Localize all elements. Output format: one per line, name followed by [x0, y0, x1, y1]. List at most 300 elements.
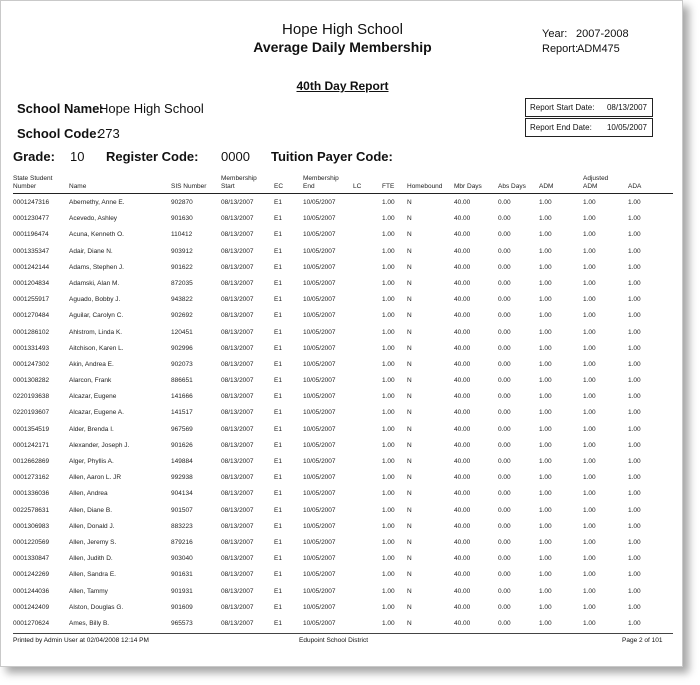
cell-mbr-days: 40.00	[454, 393, 471, 401]
cell-fte: 1.00	[382, 425, 395, 433]
cell-fte: 1.00	[382, 490, 395, 498]
cell-sis-number: 943822	[171, 296, 193, 304]
cell-state-student-number: 0001270484	[13, 312, 50, 320]
cell-entry-code: E1	[274, 458, 282, 465]
cell-membership-end: 10/05/2007	[303, 247, 336, 255]
cell-student-name: Allen, Tammy	[69, 587, 108, 595]
grade-label: Grade:	[13, 149, 55, 164]
cell-membership-end: 10/05/2007	[303, 506, 336, 514]
cell-fte: 1.00	[382, 393, 395, 401]
report-code-value: ADM475	[577, 43, 620, 55]
cell-membership-end: 10/05/2007	[303, 377, 336, 385]
cell-entry-code: E1	[274, 409, 282, 417]
cell-homebound: N	[407, 360, 412, 368]
cell-adm: 1.00	[539, 377, 552, 385]
cell-homebound: N	[407, 587, 412, 595]
cell-adjusted-adm: 1.00	[583, 522, 596, 530]
cell-sis-number: 902692	[171, 312, 193, 320]
table-row	[1, 471, 684, 487]
cell-fte: 1.00	[382, 279, 395, 287]
cell-mbr-days: 40.00	[454, 328, 471, 336]
cell-adjusted-adm: 1.00	[583, 474, 596, 482]
cell-membership-end: 10/05/2007	[303, 263, 336, 271]
cell-membership-start: 08/13/2007	[221, 344, 254, 352]
cell-ada: 1.00	[628, 215, 641, 223]
printed-by-text: Printed by Admin User at 02/04/2008 12:14 PM	[13, 637, 149, 644]
cell-homebound: N	[407, 522, 412, 530]
cell-adm: 1.00	[539, 571, 552, 579]
col-header-mbr-days: Mbr Days	[454, 183, 482, 190]
cell-student-name: Alston, Douglas G.	[69, 603, 124, 611]
cell-state-student-number: 0001336036	[13, 490, 50, 498]
cell-state-student-number: 0001354519	[13, 425, 50, 433]
cell-adjusted-adm: 1.00	[583, 328, 596, 336]
cell-state-student-number: 0001242269	[13, 571, 50, 579]
cell-membership-end: 10/05/2007	[303, 312, 336, 320]
cell-homebound: N	[407, 619, 412, 627]
cell-membership-start: 08/13/2007	[221, 603, 254, 611]
cell-membership-start: 08/13/2007	[221, 538, 254, 546]
cell-membership-start: 08/13/2007	[221, 522, 254, 530]
cell-adm: 1.00	[539, 360, 552, 368]
cell-state-student-number: 0012662869	[13, 458, 50, 465]
cell-entry-code: E1	[274, 247, 282, 255]
cell-adm: 1.00	[539, 506, 552, 514]
cell-entry-code: E1	[274, 474, 282, 482]
cell-student-name: Ahlstrom, Linda K.	[69, 328, 123, 336]
school-code-label: School Code:	[17, 126, 101, 141]
cell-entry-code: E1	[274, 538, 282, 546]
cell-adm: 1.00	[539, 296, 552, 304]
cell-abs-days: 0.00	[498, 360, 511, 368]
school-name-value: Hope High School	[99, 101, 204, 116]
cell-adm: 1.00	[539, 490, 552, 498]
cell-sis-number: 120451	[171, 328, 193, 336]
school-code-value: 273	[98, 126, 120, 141]
cell-adm: 1.00	[539, 328, 552, 336]
cell-abs-days: 0.00	[498, 490, 511, 498]
start-date-value: 08/13/2007	[606, 103, 647, 112]
table-row	[1, 196, 684, 212]
cell-entry-code: E1	[274, 312, 282, 320]
cell-adjusted-adm: 1.00	[583, 555, 596, 563]
cell-fte: 1.00	[382, 360, 395, 368]
cell-adjusted-adm: 1.00	[583, 344, 596, 352]
cell-mbr-days: 40.00	[454, 587, 471, 595]
cell-fte: 1.00	[382, 231, 395, 239]
cell-state-student-number: 0001196474	[13, 231, 49, 239]
cell-mbr-days: 40.00	[454, 312, 471, 320]
cell-entry-code: E1	[274, 490, 282, 498]
table-row	[1, 439, 684, 455]
cell-ada: 1.00	[628, 603, 641, 611]
table-row	[1, 536, 684, 552]
cell-abs-days: 0.00	[498, 247, 511, 255]
cell-fte: 1.00	[382, 312, 395, 320]
cell-adjusted-adm: 1.00	[583, 377, 596, 385]
cell-abs-days: 0.00	[498, 474, 511, 482]
cell-homebound: N	[407, 458, 412, 465]
cell-sis-number: 901507	[171, 506, 193, 514]
report-code-label: Report:	[542, 43, 579, 55]
cell-state-student-number: 0220193607	[13, 409, 50, 417]
cell-abs-days: 0.00	[498, 619, 511, 627]
table-row	[1, 520, 684, 536]
cell-sis-number: 967569	[171, 425, 193, 433]
col-header-lc: LC	[353, 183, 362, 190]
cell-student-name: Adair, Diane N.	[69, 247, 113, 255]
cell-mbr-days: 40.00	[454, 538, 471, 546]
cell-fte: 1.00	[382, 409, 395, 417]
table-row	[1, 406, 684, 422]
report-title: Average Daily Membership	[253, 39, 432, 55]
cell-mbr-days: 40.00	[454, 490, 471, 498]
col-header-membership-end: Membership End	[303, 175, 339, 190]
cell-adm: 1.00	[539, 263, 552, 271]
cell-entry-code: E1	[274, 377, 282, 385]
cell-state-student-number: 0001270624	[13, 619, 50, 627]
cell-sis-number: 904134	[171, 490, 193, 498]
cell-ada: 1.00	[628, 619, 641, 627]
cell-ada: 1.00	[628, 328, 641, 336]
cell-state-student-number: 0001335347	[13, 247, 50, 255]
cell-membership-end: 10/05/2007	[303, 490, 336, 498]
cell-mbr-days: 40.00	[454, 474, 471, 482]
cell-homebound: N	[407, 296, 412, 304]
cell-state-student-number: 0001331493	[13, 344, 50, 352]
cell-fte: 1.00	[382, 263, 395, 271]
cell-student-name: Allen, Aaron L. JR	[69, 474, 122, 482]
cell-entry-code: E1	[274, 344, 282, 352]
cell-abs-days: 0.00	[498, 393, 511, 401]
cell-fte: 1.00	[382, 215, 395, 223]
cell-mbr-days: 40.00	[454, 603, 471, 611]
cell-adm: 1.00	[539, 474, 552, 482]
cell-student-name: Allen, Donald J.	[69, 522, 115, 530]
cell-entry-code: E1	[274, 231, 282, 239]
cell-homebound: N	[407, 425, 412, 433]
cell-adjusted-adm: 1.00	[583, 263, 596, 271]
cell-ada: 1.00	[628, 474, 641, 482]
cell-membership-start: 08/13/2007	[221, 247, 254, 255]
cell-mbr-days: 40.00	[454, 360, 471, 368]
cell-fte: 1.00	[382, 555, 395, 563]
cell-homebound: N	[407, 247, 412, 255]
col-header-abs-days: Abs Days	[498, 183, 526, 190]
cell-membership-start: 08/13/2007	[221, 409, 254, 417]
table-row	[1, 374, 684, 390]
cell-sis-number: 903040	[171, 555, 193, 563]
cell-homebound: N	[407, 474, 412, 482]
cell-abs-days: 0.00	[498, 263, 511, 271]
cell-abs-days: 0.00	[498, 441, 511, 449]
cell-fte: 1.00	[382, 377, 395, 385]
table-row	[1, 617, 684, 633]
cell-membership-start: 08/13/2007	[221, 312, 254, 320]
cell-adjusted-adm: 1.00	[583, 538, 596, 546]
cell-adm: 1.00	[539, 538, 552, 546]
cell-sis-number: 110412	[171, 231, 193, 239]
table-row	[1, 601, 684, 617]
cell-fte: 1.00	[382, 344, 395, 352]
table-row	[1, 390, 684, 406]
cell-entry-code: E1	[274, 360, 282, 368]
cell-sis-number: 141666	[171, 393, 193, 401]
cell-entry-code: E1	[274, 441, 282, 449]
col-header-ada: ADA	[628, 183, 642, 190]
cell-mbr-days: 40.00	[454, 441, 471, 449]
cell-abs-days: 0.00	[498, 231, 511, 239]
cell-membership-end: 10/05/2007	[303, 555, 336, 563]
cell-membership-start: 08/13/2007	[221, 619, 254, 627]
cell-adm: 1.00	[539, 425, 552, 433]
cell-fte: 1.00	[382, 296, 395, 304]
cell-membership-end: 10/05/2007	[303, 571, 336, 579]
year-value: 2007-2008	[576, 28, 629, 40]
cell-homebound: N	[407, 409, 412, 417]
cell-membership-start: 08/13/2007	[221, 587, 254, 595]
cell-fte: 1.00	[382, 458, 395, 465]
cell-sis-number: 903912	[171, 247, 193, 255]
cell-mbr-days: 40.00	[454, 571, 471, 579]
start-date-box	[525, 98, 653, 117]
cell-membership-start: 08/13/2007	[221, 571, 254, 579]
cell-adm: 1.00	[539, 441, 552, 449]
cell-abs-days: 0.00	[498, 279, 511, 287]
cell-ada: 1.00	[628, 360, 641, 368]
cell-homebound: N	[407, 603, 412, 611]
cell-fte: 1.00	[382, 247, 395, 255]
cell-adjusted-adm: 1.00	[583, 587, 596, 595]
cell-student-name: Alger, Phyllis A.	[69, 458, 114, 465]
cell-student-name: Alcazar, Eugene A.	[69, 409, 124, 417]
cell-mbr-days: 40.00	[454, 279, 471, 287]
cell-fte: 1.00	[382, 571, 395, 579]
cell-student-name: Adams, Stephen J.	[69, 263, 124, 271]
cell-adjusted-adm: 1.00	[583, 247, 596, 255]
cell-mbr-days: 40.00	[454, 409, 471, 417]
cell-adjusted-adm: 1.00	[583, 360, 596, 368]
district-name: Edupoint School District	[299, 637, 369, 644]
cell-mbr-days: 40.00	[454, 231, 471, 239]
cell-fte: 1.00	[382, 587, 395, 595]
cell-state-student-number: 0001247302	[13, 360, 50, 368]
cell-membership-start: 08/13/2007	[221, 328, 254, 336]
cell-fte: 1.00	[382, 199, 395, 206]
cell-adm: 1.00	[539, 312, 552, 320]
cell-adm: 1.00	[539, 522, 552, 530]
start-date-label: Report Start Date:	[530, 103, 595, 112]
cell-fte: 1.00	[382, 522, 395, 530]
cell-entry-code: E1	[274, 603, 282, 611]
cell-homebound: N	[407, 344, 412, 352]
cell-abs-days: 0.00	[498, 506, 511, 514]
cell-membership-end: 10/05/2007	[303, 474, 336, 482]
cell-membership-start: 08/13/2007	[221, 360, 254, 368]
table-row	[1, 228, 684, 244]
cell-homebound: N	[407, 215, 412, 223]
cell-abs-days: 0.00	[498, 555, 511, 563]
cell-ada: 1.00	[628, 425, 641, 433]
day-report-heading: 40th Day Report	[296, 79, 389, 93]
cell-state-student-number: 0001255917	[13, 296, 50, 304]
end-date-label: Report End Date:	[530, 123, 592, 132]
cell-fte: 1.00	[382, 506, 395, 514]
cell-membership-end: 10/05/2007	[303, 603, 336, 611]
cell-mbr-days: 40.00	[454, 344, 471, 352]
cell-mbr-days: 40.00	[454, 199, 471, 206]
cell-abs-days: 0.00	[498, 587, 511, 595]
cell-homebound: N	[407, 263, 412, 271]
table-row	[1, 342, 684, 358]
cell-adm: 1.00	[539, 603, 552, 611]
cell-ada: 1.00	[628, 458, 641, 465]
table-row	[1, 261, 684, 277]
cell-sis-number: 141517	[171, 409, 193, 417]
cell-membership-start: 08/13/2007	[221, 263, 254, 271]
cell-adjusted-adm: 1.00	[583, 393, 596, 401]
cell-student-name: Abernethy, Anne E.	[69, 199, 125, 206]
cell-fte: 1.00	[382, 474, 395, 482]
cell-abs-days: 0.00	[498, 328, 511, 336]
cell-membership-end: 10/05/2007	[303, 279, 336, 287]
cell-sis-number: 901631	[171, 571, 193, 579]
cell-sis-number: 901622	[171, 263, 193, 271]
cell-adm: 1.00	[539, 231, 552, 239]
cell-adjusted-adm: 1.00	[583, 199, 596, 206]
cell-membership-end: 10/05/2007	[303, 522, 336, 530]
cell-membership-start: 08/13/2007	[221, 393, 254, 401]
cell-sis-number: 886651	[171, 377, 193, 385]
cell-ada: 1.00	[628, 409, 641, 417]
cell-adm: 1.00	[539, 344, 552, 352]
cell-abs-days: 0.00	[498, 538, 511, 546]
cell-membership-end: 10/05/2007	[303, 458, 336, 465]
cell-entry-code: E1	[274, 506, 282, 514]
cell-membership-start: 08/13/2007	[221, 199, 254, 206]
col-header-membership-start: Membership Start	[221, 175, 257, 190]
cell-adjusted-adm: 1.00	[583, 296, 596, 304]
cell-membership-start: 08/13/2007	[221, 279, 254, 287]
cell-fte: 1.00	[382, 441, 395, 449]
cell-mbr-days: 40.00	[454, 619, 471, 627]
cell-state-student-number: 0022578631	[13, 506, 50, 514]
cell-adm: 1.00	[539, 587, 552, 595]
cell-membership-end: 10/05/2007	[303, 441, 336, 449]
cell-state-student-number: 0001308282	[13, 377, 50, 385]
cell-membership-end: 10/05/2007	[303, 587, 336, 595]
cell-adjusted-adm: 1.00	[583, 312, 596, 320]
cell-state-student-number: 0001230477	[13, 215, 50, 223]
cell-student-name: Acevedo, Ashley	[69, 215, 118, 223]
cell-entry-code: E1	[274, 619, 282, 627]
cell-fte: 1.00	[382, 619, 395, 627]
cell-membership-start: 08/13/2007	[221, 425, 254, 433]
cell-entry-code: E1	[274, 296, 282, 304]
cell-adm: 1.00	[539, 215, 552, 223]
cell-abs-days: 0.00	[498, 571, 511, 579]
cell-student-name: Alcazar, Eugene	[69, 393, 117, 401]
cell-mbr-days: 40.00	[454, 506, 471, 514]
cell-ada: 1.00	[628, 199, 641, 206]
school-name-label: School Name:	[17, 101, 104, 116]
cell-ada: 1.00	[628, 538, 641, 546]
cell-adjusted-adm: 1.00	[583, 279, 596, 287]
cell-mbr-days: 40.00	[454, 215, 471, 223]
cell-fte: 1.00	[382, 538, 395, 546]
cell-entry-code: E1	[274, 215, 282, 223]
cell-entry-code: E1	[274, 587, 282, 595]
table-row	[1, 309, 684, 325]
col-header-ec: EC	[274, 183, 284, 190]
cell-membership-start: 08/13/2007	[221, 458, 254, 465]
cell-ada: 1.00	[628, 377, 641, 385]
table-row	[1, 358, 684, 374]
register-code-value: 0000	[221, 149, 250, 164]
footer-divider	[13, 633, 673, 634]
cell-homebound: N	[407, 377, 412, 385]
cell-fte: 1.00	[382, 328, 395, 336]
cell-state-student-number: 0001242409	[13, 603, 50, 611]
cell-ada: 1.00	[628, 506, 641, 514]
cell-abs-days: 0.00	[498, 377, 511, 385]
cell-sis-number: 902870	[171, 199, 193, 206]
cell-sis-number: 902996	[171, 344, 193, 352]
cell-homebound: N	[407, 279, 412, 287]
cell-entry-code: E1	[274, 571, 282, 579]
cell-membership-end: 10/05/2007	[303, 231, 336, 239]
cell-mbr-days: 40.00	[454, 247, 471, 255]
cell-adjusted-adm: 1.00	[583, 425, 596, 433]
cell-membership-end: 10/05/2007	[303, 425, 336, 433]
cell-membership-start: 08/13/2007	[221, 506, 254, 514]
col-header-sis-number: SIS Number	[171, 183, 207, 190]
cell-mbr-days: 40.00	[454, 458, 471, 465]
cell-mbr-days: 40.00	[454, 555, 471, 563]
col-header-homebound: Homebound	[407, 183, 443, 190]
cell-entry-code: E1	[274, 555, 282, 563]
cell-abs-days: 0.00	[498, 312, 511, 320]
table-row	[1, 423, 684, 439]
cell-student-name: Alarcon, Frank	[69, 377, 112, 385]
cell-adjusted-adm: 1.00	[583, 231, 596, 239]
cell-state-student-number: 0001220569	[13, 538, 50, 546]
cell-membership-end: 10/05/2007	[303, 393, 336, 401]
cell-abs-days: 0.00	[498, 522, 511, 530]
cell-student-name: Aguilar, Carolyn C.	[69, 312, 124, 320]
grade-value: 10	[70, 149, 85, 164]
cell-ada: 1.00	[628, 344, 641, 352]
cell-fte: 1.00	[382, 603, 395, 611]
cell-state-student-number: 0220193638	[13, 393, 50, 401]
table-row	[1, 585, 684, 601]
cell-sis-number: 901931	[171, 587, 193, 595]
cell-adjusted-adm: 1.00	[583, 603, 596, 611]
cell-adjusted-adm: 1.00	[583, 458, 596, 465]
cell-sis-number: 901630	[171, 215, 193, 223]
cell-state-student-number: 0001242171	[13, 441, 50, 449]
cell-membership-end: 10/05/2007	[303, 619, 336, 627]
cell-adm: 1.00	[539, 619, 552, 627]
student-table-body	[1, 196, 684, 633]
cell-adm: 1.00	[539, 555, 552, 563]
col-header-fte: FTE	[382, 183, 395, 190]
cell-homebound: N	[407, 490, 412, 498]
cell-adm: 1.00	[539, 409, 552, 417]
cell-membership-end: 10/05/2007	[303, 360, 336, 368]
cell-student-name: Acuna, Kenneth O.	[69, 231, 124, 239]
col-header-state-student-number: State Student Number	[13, 175, 53, 190]
